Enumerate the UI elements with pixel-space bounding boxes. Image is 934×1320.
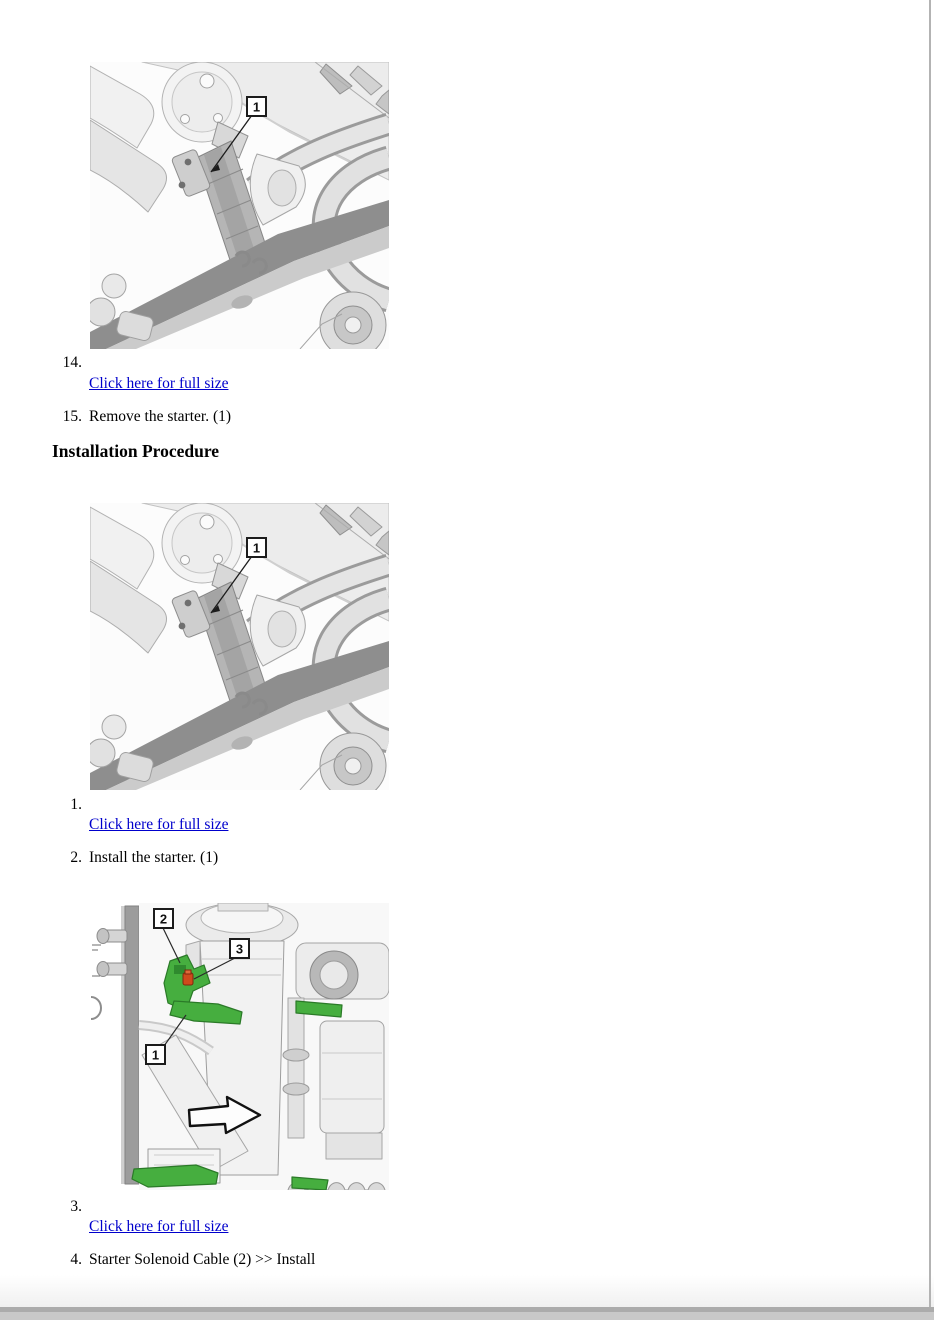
window-bottom-edge (0, 1312, 934, 1320)
callout-1-label: 1 (252, 99, 261, 115)
list-item-2 (0, 848, 760, 868)
section-heading: Installation Procedure (52, 441, 220, 461)
figure-solenoid-cable (90, 903, 389, 1190)
figure-starter-install (90, 503, 389, 790)
list-item-1 (0, 795, 760, 815)
full-size-link-install[interactable]: Click here for full size (89, 816, 229, 833)
list-item-4 (0, 1250, 760, 1270)
starter-removal-illustration (90, 62, 389, 349)
callout-2-label: 2 (159, 911, 168, 927)
step-text-remove-starter: Remove the starter. (1) (89, 408, 232, 425)
callout-1-label: 1 (252, 540, 261, 556)
list-marker-14: 14. (62, 354, 82, 371)
page-bottom-fade (0, 1275, 934, 1307)
list-marker-3: 3. (70, 1198, 82, 1215)
list-marker-2: 2. (70, 849, 82, 866)
list-item-3 (0, 1197, 760, 1217)
figure-starter-removal (90, 62, 389, 349)
list-marker-1: 1. (70, 796, 82, 813)
list-item-14 (0, 353, 760, 373)
highlighted-nut (183, 970, 193, 985)
step-text-install-starter: Install the starter. (1) (89, 849, 219, 866)
list-marker-4: 4. (70, 1251, 82, 1268)
callout-3-label: 3 (235, 941, 244, 957)
step-text-solenoid-cable: Starter Solenoid Cable (2) >> Install (89, 1251, 316, 1268)
full-size-link-removal[interactable]: Click here for full size (89, 375, 229, 392)
solenoid-cable-illustration (90, 903, 389, 1190)
list-item-15 (0, 407, 760, 427)
list-marker-15: 15. (62, 408, 82, 425)
window-right-border (929, 0, 931, 1307)
callout-1-label: 1 (151, 1047, 160, 1063)
starter-install-illustration (90, 503, 389, 790)
full-size-link-solenoid[interactable]: Click here for full size (89, 1218, 229, 1235)
